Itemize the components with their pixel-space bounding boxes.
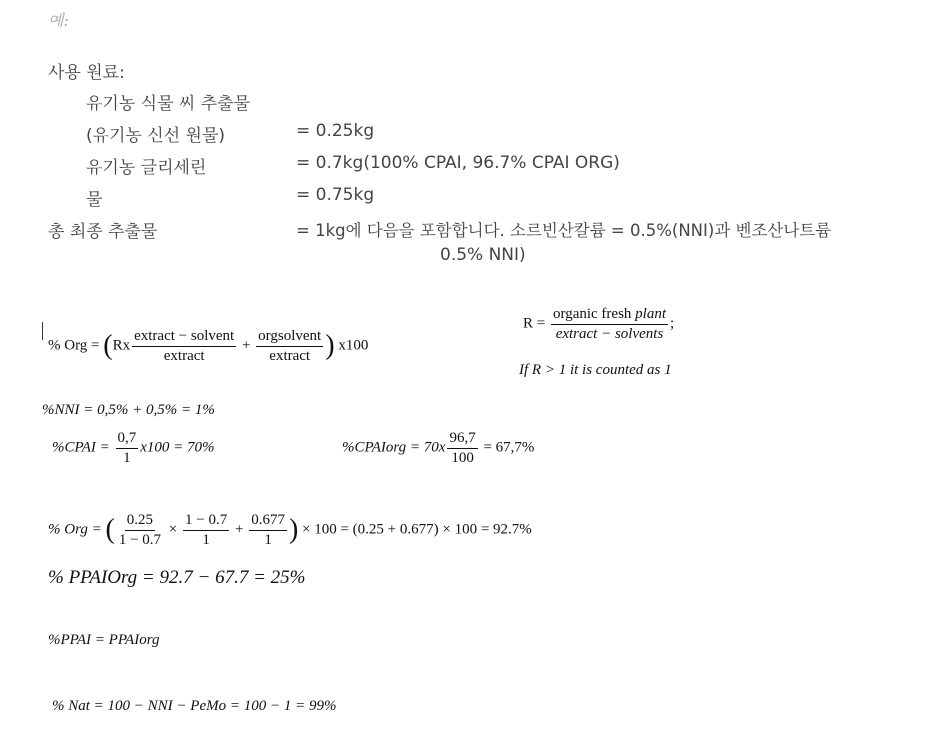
org-formula (48, 328, 368, 364)
org-calculation-numerator-2: 1 − 0.7 (183, 512, 229, 531)
ppai-formula-text: %PPAI = PPAIorg (48, 632, 160, 648)
ppai-formula (48, 632, 160, 649)
org-calculation-plus: + (234, 521, 244, 538)
org-calculation-fraction-2 (183, 512, 229, 548)
text-cursor (42, 322, 43, 340)
raw-material-item-2-label: (유기농 신선 원물) (86, 126, 226, 146)
total-extract-value-line-2: 0.5% NNI) (440, 245, 526, 265)
r-definition-semicolon: ; (670, 315, 675, 332)
nat-formula-text: % Nat = 100 − NNI − PeMo = 100 − 1 = 99% (52, 698, 337, 714)
cpai-formula-fraction (116, 430, 139, 466)
org-formula-rx: Rx (112, 337, 131, 354)
nni-formula (42, 402, 215, 419)
ppaiorg-formula (48, 567, 305, 589)
org-calculation-close-paren: ) (288, 514, 299, 545)
r-definition-denominator: extract − solvents (555, 325, 664, 342)
r-definition-lhs: R = (523, 315, 546, 332)
cpaiorg-formula-numerator: 96,7 (447, 430, 477, 449)
org-calculation-lhs: % Org = (48, 521, 102, 538)
raw-materials-heading: 사용 원료: (48, 63, 125, 83)
org-formula-fraction-2 (256, 328, 323, 364)
org-calculation (48, 512, 532, 548)
cpai-formula-rhs: x100 = 70% (140, 439, 215, 456)
r-definition (523, 306, 674, 342)
org-formula-numerator-2: orgsolvent (256, 328, 323, 347)
cpai-formula-lhs: %CPAI = (52, 439, 110, 456)
org-calculation-fraction-3 (249, 512, 287, 548)
org-formula-close-paren: ) (325, 330, 335, 361)
raw-material-item-4-value: = 0.75kg (296, 185, 375, 205)
nat-formula (52, 698, 336, 715)
raw-material-item-3-label: 유기농 글리세린 (86, 158, 207, 178)
org-formula-fraction-1 (132, 328, 236, 364)
nni-formula-text: %NNI = 0,5% + 0,5% = 1% (42, 402, 215, 418)
cpai-formula-numerator: 0,7 (116, 430, 139, 449)
org-calculation-times: × (168, 521, 178, 538)
r-numerator-prefix: organic fresh (552, 306, 636, 322)
cpai-formula-denominator: 1 (123, 449, 131, 466)
org-formula-denominator-1: extract (163, 347, 205, 364)
cpaiorg-formula-denominator: 100 (451, 449, 474, 466)
org-calculation-denominator-1: 1 − 0.7 (118, 531, 162, 548)
org-formula-lhs: % Org = (48, 337, 100, 354)
org-calculation-rhs: × 100 = (0.25 + 0.677) × 100 = 92.7% (302, 521, 532, 538)
total-extract-value-line-1: = 1kg에 다음을 포함합니다. 소르빈산칼륨 = 0.5%(NNI)과 벤조산나트륨 (296, 221, 832, 240)
org-calculation-denominator-2: 1 (202, 531, 210, 548)
org-formula-denominator-2: extract (269, 347, 311, 364)
example-label: 예: (48, 11, 69, 30)
org-calculation-fraction-1 (117, 512, 163, 548)
org-formula-open-paren: ( (103, 330, 113, 361)
r-definition-numerator (551, 306, 668, 325)
r-definition-fraction (551, 306, 668, 342)
raw-material-item-2-value: = 0.25kg (296, 121, 375, 141)
total-extract-label: 총 최종 추출물 (48, 222, 158, 242)
r-condition-text: If R > 1 it is counted as 1 (519, 362, 672, 378)
raw-material-item-4-label: 물 (86, 190, 103, 210)
ppaiorg-formula-text: % PPAIOrg = 92.7 − 67.7 = 25% (48, 567, 306, 588)
cpaiorg-formula-lhs: %CPAIorg = 70x (342, 439, 446, 456)
org-formula-tail: x100 (338, 337, 369, 354)
raw-material-item-3-value: = 0.7kg(100% CPAI, 96.7% CPAI ORG) (296, 153, 620, 173)
raw-material-item-1: 유기농 식물 씨 추출물 (86, 94, 251, 114)
org-calculation-denominator-3: 1 (264, 531, 272, 548)
org-calculation-numerator-3: 0.677 (249, 512, 287, 531)
cpaiorg-formula (342, 430, 534, 466)
cpaiorg-formula-fraction (447, 430, 477, 466)
org-calculation-numerator-1: 0.25 (125, 512, 155, 531)
r-numerator-italic: plant (635, 306, 667, 322)
cpai-formula (52, 430, 215, 466)
r-condition (519, 362, 672, 379)
org-formula-plus: + (241, 337, 251, 354)
org-formula-numerator-1: extract − solvent (132, 328, 236, 347)
org-calculation-open-paren: ( (105, 514, 115, 545)
cpaiorg-formula-rhs: = 67,7% (483, 439, 535, 456)
